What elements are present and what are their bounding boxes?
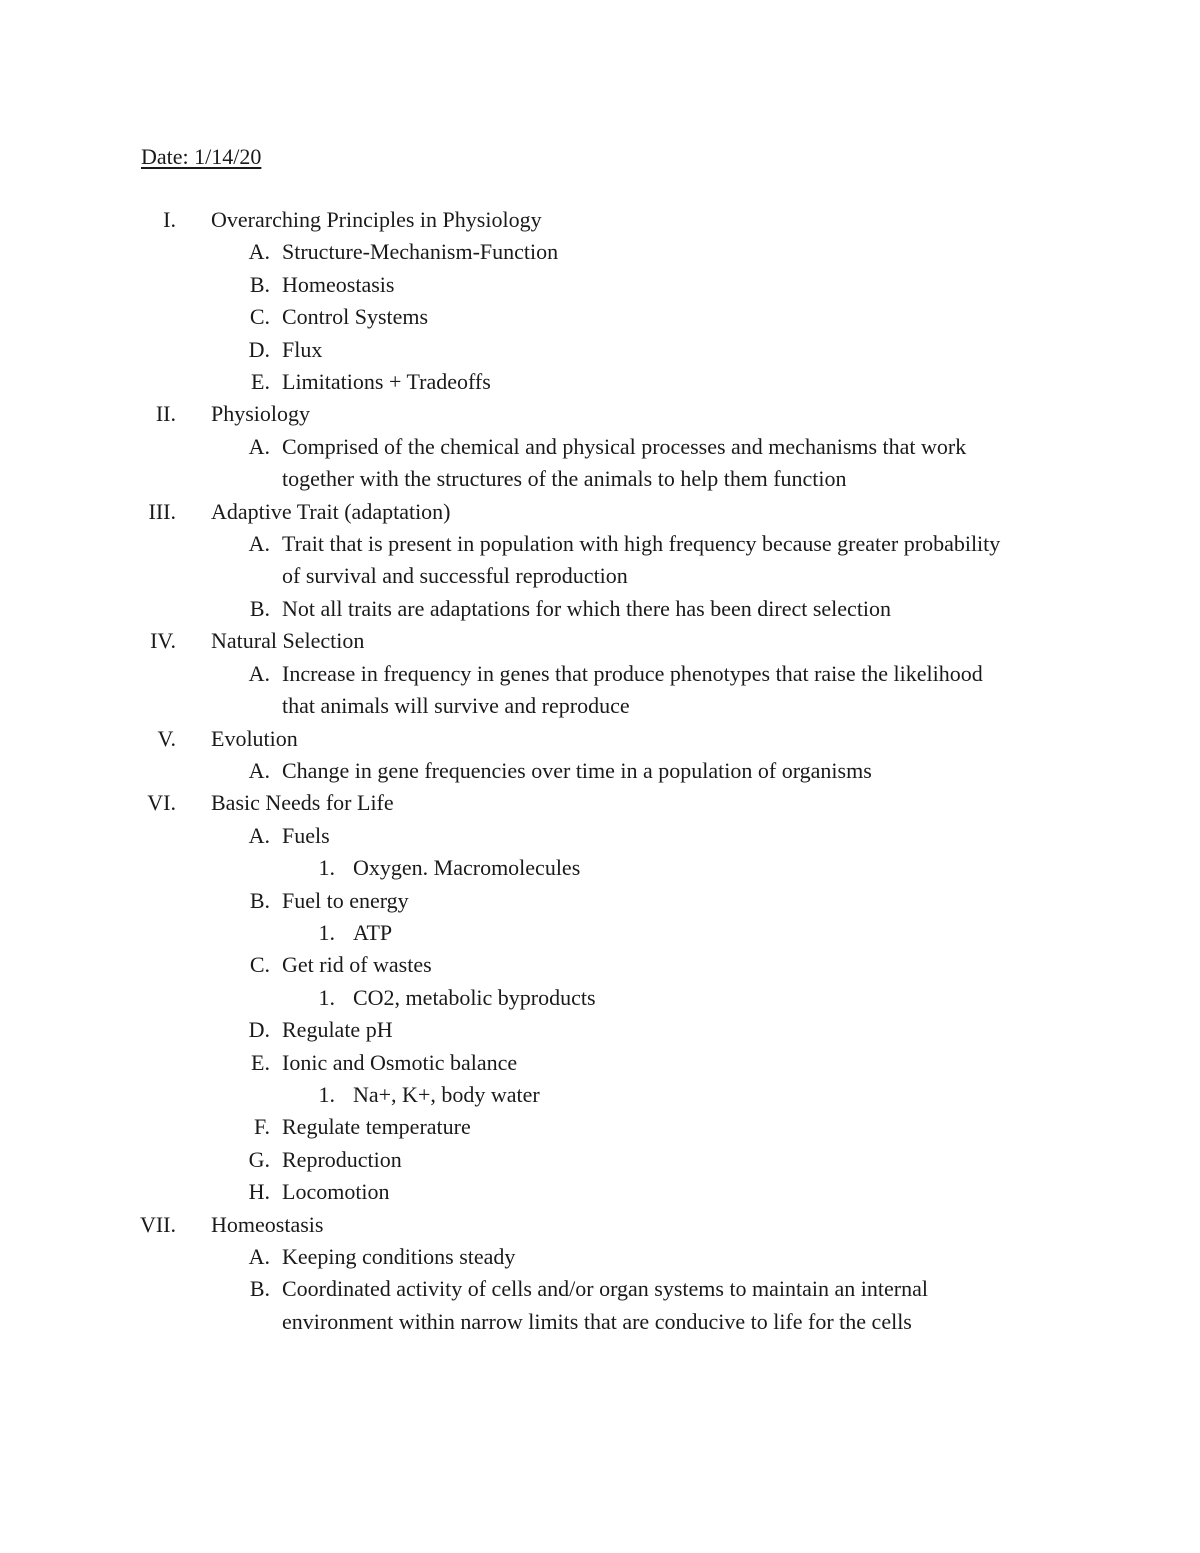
outline-item-level-1 (0, 593, 1200, 625)
outline-marker: VI. (147, 790, 176, 816)
outline-text: Change in gene frequencies over time in a population of organisms (282, 757, 872, 783)
outline-item-level-0 (0, 787, 1200, 819)
outline-item-level-0 (0, 625, 1200, 657)
outline-text: Keeping conditions steady (282, 1244, 516, 1269)
outline-item-level-2 (0, 982, 1200, 1014)
outline-text: Not all traits are adaptations for which there has been direct selection (282, 595, 892, 621)
outline-marker: A. (248, 531, 270, 557)
outline-text: Ionic and Osmotic balance (282, 1049, 518, 1075)
outline-marker: IV. (150, 628, 176, 654)
outline-marker: 1. (318, 919, 335, 945)
outline-text: Increase in frequency in genes that produce phenotypes that raise the likelihood that animals will survive and reproduce (282, 660, 983, 719)
outline-marker: A. (248, 239, 270, 265)
outline-text: Oxygen. Macromolecules (353, 855, 581, 881)
outline-marker: VII. (139, 1211, 176, 1237)
outline-text: Limitations + Tradeoffs (282, 369, 491, 395)
outline-text: Physiology (211, 401, 311, 427)
outline-marker: E. (251, 1049, 270, 1075)
outline-marker: H. (248, 1179, 270, 1205)
outline-item-level-1 (0, 1144, 1200, 1176)
outline-item-level-1 (0, 301, 1200, 333)
outline-marker: C. (249, 304, 270, 330)
outline-text: Natural Selection (211, 628, 365, 654)
outline-text: Comprised of the chemical and physical processes and mechanisms that work together with the structures of the animals to help them function (282, 433, 967, 492)
outline-item-level-0 (0, 723, 1200, 755)
outline-item-level-1 (0, 1047, 1200, 1079)
outline-item-level-1 (0, 820, 1200, 852)
outline-text: ATP (353, 919, 393, 945)
outline-marker: A. (248, 433, 270, 459)
outline-marker: A. (248, 660, 270, 686)
outline-text: Fuels (282, 822, 330, 848)
outline-text: Trait that is present in population with high frequency because greater probability of survival and successful reproduction (282, 531, 1001, 589)
outline-marker: 1. (318, 1081, 335, 1107)
date-heading: Date: 1/14/20 (141, 144, 262, 169)
outline-marker: D. (248, 1017, 270, 1043)
outline-text: Regulate pH (282, 1017, 393, 1043)
outline-marker: 1. (318, 855, 335, 881)
outline-item-level-1 (0, 1176, 1200, 1208)
outline-text: Regulate temperature (282, 1114, 471, 1140)
outline-text: Homeostasis (211, 1211, 324, 1237)
outline-item-level-0 (0, 204, 1200, 236)
outline-item-level-2 (0, 917, 1200, 949)
outline-item-level-0 (0, 1209, 1200, 1241)
outline-marker: 1. (318, 984, 335, 1010)
outline-text: Basic Needs for Life (211, 790, 394, 816)
outline-item-level-0 (0, 496, 1200, 528)
outline-marker: A. (248, 822, 270, 848)
outline-text: Control Systems (282, 304, 429, 330)
outline-item-level-1 (0, 1241, 1200, 1273)
outline-item-level-2 (0, 1079, 1200, 1111)
outline-marker: A. (248, 757, 270, 783)
outline-text: Flux (282, 336, 323, 362)
outline-item-level-1 (0, 755, 1200, 787)
outline-item-level-1 (0, 1273, 1200, 1338)
outline-item-level-1 (0, 658, 1200, 723)
outline-marker: A. (248, 1244, 270, 1269)
outline-item-level-2 (0, 852, 1200, 884)
outline-item-level-1 (0, 1111, 1200, 1143)
outline-item-level-1 (0, 885, 1200, 917)
outline-text: Adaptive Trait (adaptation) (211, 498, 451, 524)
outline-item-level-1 (0, 528, 1200, 593)
outline-item-level-1 (0, 334, 1200, 366)
outline-item-level-1 (0, 236, 1200, 268)
outline-item-level-1 (0, 431, 1200, 496)
outline-marker: I. (163, 207, 176, 232)
outline-text: Locomotion (282, 1179, 390, 1205)
outline-text: Get rid of wastes (282, 952, 432, 978)
outline-marker: G. (248, 1146, 270, 1172)
outline-marker: D. (248, 336, 270, 362)
outline-text: Structure-Mechanism-Function (282, 239, 559, 265)
outline-text: Reproduction (282, 1146, 402, 1172)
outline-item-level-1 (0, 366, 1200, 398)
outline-text: Coordinated activity of cells and/or organ systems to maintain an internal environment within narrow limits that are conducive to life for the cells (282, 1276, 928, 1334)
outline-item-level-1 (0, 269, 1200, 301)
outline-text: Fuel to energy (282, 887, 409, 913)
outline-text: Evolution (211, 725, 298, 751)
outline-text: CO2, metabolic byproducts (353, 984, 596, 1010)
outline-marker: B. (249, 271, 270, 297)
outline-text: Na+, K+, body water (353, 1081, 540, 1107)
outline-item-level-0 (0, 398, 1200, 430)
outline-item-level-1 (0, 949, 1200, 981)
outline-text: Homeostasis (282, 271, 395, 297)
outline-marker: B. (249, 1276, 270, 1302)
outline-marker: F. (254, 1114, 270, 1140)
outline-marker: C. (249, 952, 270, 978)
outline-text: Overarching Principles in Physiology (211, 207, 542, 232)
outline-list (0, 204, 1200, 1338)
outline-marker: B. (249, 595, 270, 621)
outline-marker: III. (148, 498, 176, 524)
outline-item-level-1 (0, 1014, 1200, 1046)
outline-marker: II. (155, 401, 176, 427)
outline-marker: B. (249, 887, 270, 913)
outline-marker: V. (157, 725, 176, 751)
outline-marker: E. (251, 369, 270, 395)
